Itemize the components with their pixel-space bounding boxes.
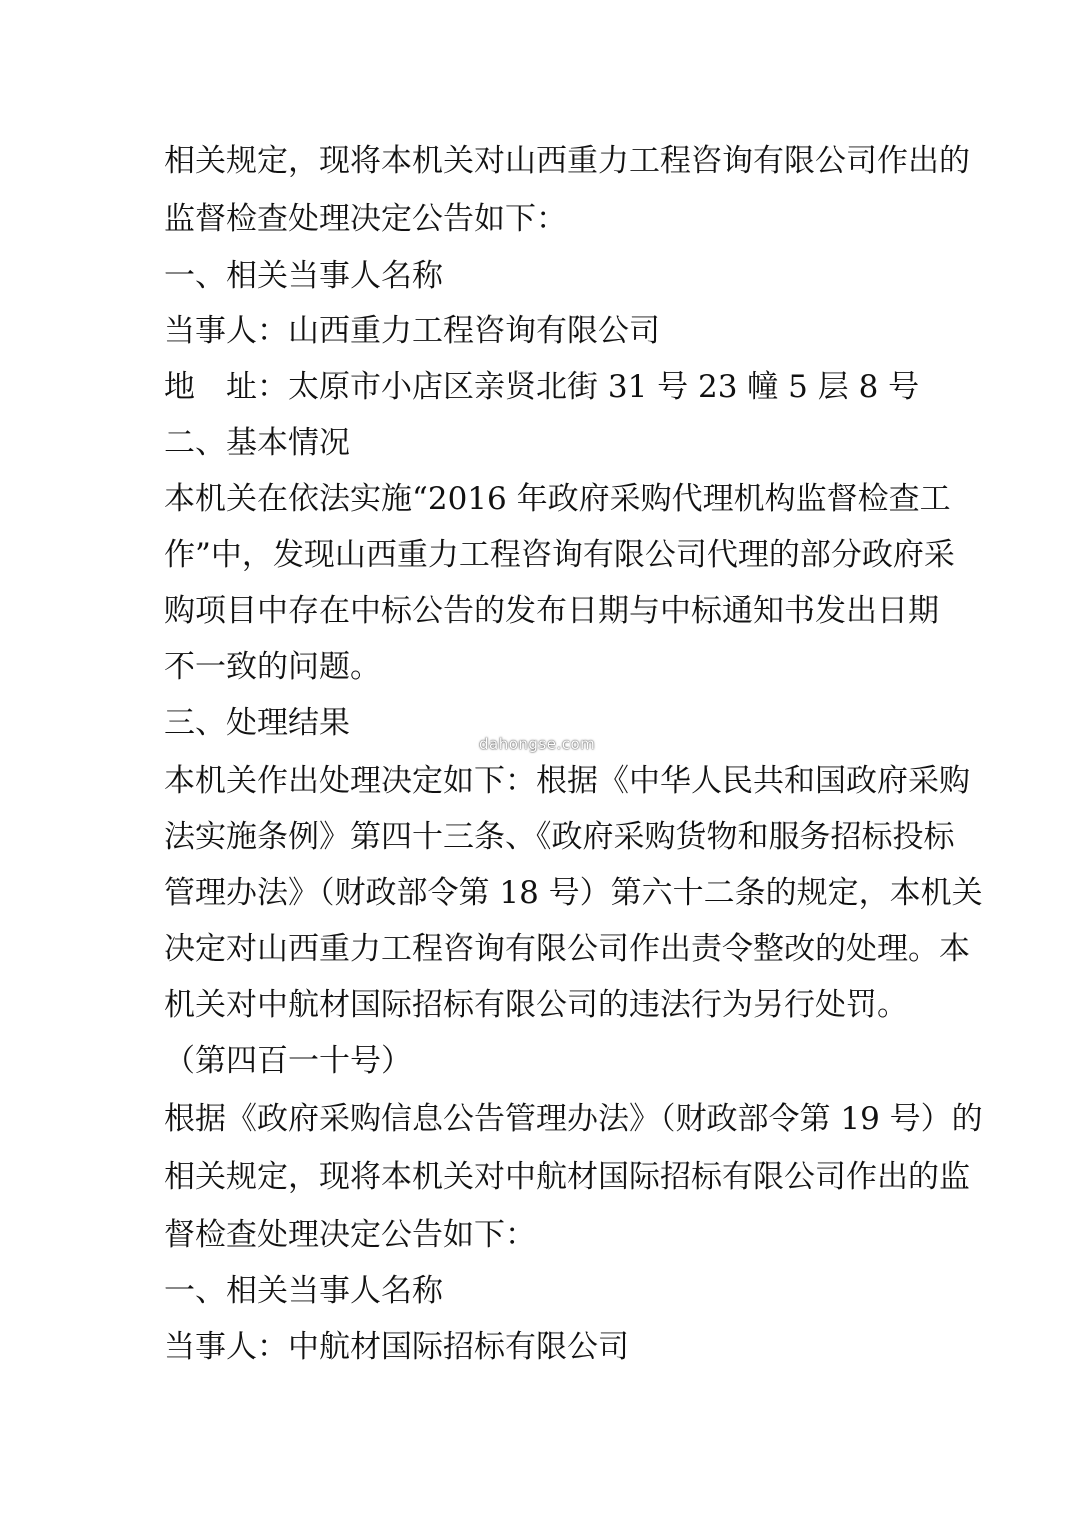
section-heading: 一、相关当事人名称	[164, 1273, 443, 1309]
text-line: 地 址：太原市小店区亲贤北街 31 号 23 幢 5 层 8 号	[164, 369, 920, 405]
watermark-text: dahongse.com	[479, 735, 596, 753]
text-line: 本机关在依法实施“2016 年政府采购代理机构监督检查工	[164, 481, 951, 517]
text-line: 决定对山西重力工程咨询有限公司作出责令整改的处理。本	[164, 931, 970, 967]
text-line: （第四百一十号）	[164, 1043, 412, 1079]
text-line: 购项目中存在中标公告的发布日期与中标通知书发出日期	[164, 593, 939, 629]
section-heading: 一、相关当事人名称	[164, 258, 443, 294]
text-line: 督检查处理决定公告如下：	[164, 1217, 536, 1253]
text-line: 管理办法》（财政部令第 18 号）第六十二条的规定，本机关	[164, 875, 983, 911]
text-line: 相关规定，现将本机关对山西重力工程咨询有限公司作出的	[164, 143, 970, 179]
text-line: 机关对中航材国际招标有限公司的违法行为另行处罚。	[164, 987, 908, 1023]
text-line: 当事人：山西重力工程咨询有限公司	[164, 313, 660, 349]
text-line: 当事人：中航材国际招标有限公司	[164, 1329, 629, 1365]
text-line: 监督检查处理决定公告如下：	[164, 201, 567, 237]
text-line: 不一致的问题。	[164, 649, 381, 685]
text-line: 作”中，发现山西重力工程咨询有限公司代理的部分政府采	[164, 537, 955, 573]
section-heading: 三、处理结果	[164, 705, 350, 741]
text-line: 本机关作出处理决定如下：根据《中华人民共和国政府采购	[164, 763, 970, 799]
text-line: 相关规定，现将本机关对中航材国际招标有限公司作出的监	[164, 1159, 970, 1195]
text-line: 根据《政府采购信息公告管理办法》（财政部令第 19 号）的	[164, 1101, 983, 1137]
section-heading: 二、基本情况	[164, 425, 350, 461]
text-line: 法实施条例》第四十三条、《政府采购货物和服务招标投标	[164, 819, 955, 855]
